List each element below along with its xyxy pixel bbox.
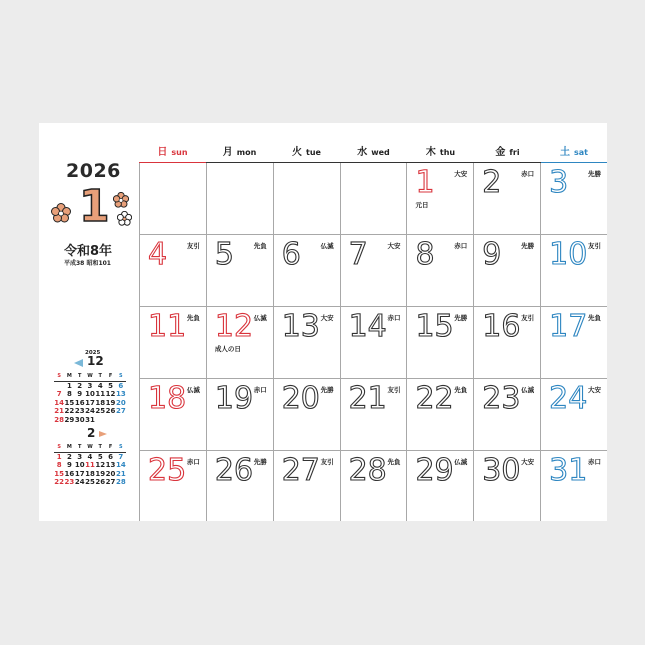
day-cell — [341, 307, 408, 378]
weekday-jp: 水 — [357, 147, 368, 158]
mini-day: 5 — [108, 381, 113, 390]
rokuyo-label: 先負 — [454, 386, 468, 394]
mini-day — [95, 416, 105, 425]
mini-day: 4 — [87, 452, 93, 461]
mini-day: 6 — [118, 381, 124, 390]
day-cell — [341, 163, 408, 234]
day-cell — [341, 235, 408, 306]
mini-day: 31 — [85, 415, 95, 424]
rokuyo-label: 仏滅 — [521, 386, 535, 394]
day-cell — [541, 451, 607, 521]
mini-day: 7 — [56, 390, 62, 398]
mini-week-row — [54, 461, 126, 470]
day-number: 1 — [415, 165, 435, 200]
day-number: 20 — [281, 381, 320, 416]
mini-calendar-previous — [54, 350, 126, 424]
day-cell — [541, 379, 607, 450]
day-cell — [341, 379, 408, 450]
rokuyo-label: 赤口 — [186, 458, 200, 466]
day-cell — [341, 451, 408, 521]
japanese-era-label: 令和8年 — [64, 244, 113, 259]
mini-dow: T — [77, 444, 82, 450]
day-number: 13 — [281, 309, 320, 344]
mini-dow: S — [119, 444, 123, 450]
mini-dow: F — [108, 444, 113, 450]
mini-day: 11 — [95, 390, 106, 398]
rokuyo-label: 大安 — [387, 242, 401, 250]
mini-dow-row — [54, 443, 126, 452]
day-number: 22 — [415, 381, 454, 416]
rokuyo-label: 先勝 — [320, 386, 334, 394]
day-number: 21 — [348, 381, 387, 416]
day-number: 3 — [549, 165, 569, 200]
day-cell — [140, 451, 207, 521]
older-era-label: 平成38 昭和101 — [64, 260, 111, 267]
day-cell — [274, 235, 341, 306]
mini-dow: S — [57, 444, 61, 450]
mini-calendar-month: 12 — [87, 354, 104, 368]
weekday-header-tue — [273, 146, 340, 163]
mini-day: 21 — [115, 469, 126, 478]
rokuyo-label: 仏滅 — [454, 458, 468, 466]
day-number: 8 — [415, 237, 435, 272]
mini-week-row — [54, 478, 126, 487]
week-row — [140, 307, 607, 379]
mini-day: 11 — [85, 461, 95, 469]
rokuyo-label: 仏滅 — [253, 314, 267, 322]
rokuyo-label: 友引 — [320, 458, 334, 466]
mini-day: 15 — [54, 469, 65, 478]
rokuyo-label: 先負 — [588, 314, 602, 322]
rokuyo-label: 友引 — [186, 242, 200, 250]
day-cell — [274, 307, 341, 378]
weekday-header-thu — [407, 146, 474, 163]
day-number: 23 — [482, 381, 521, 416]
mini-day: 18 — [95, 398, 106, 407]
left-panel — [39, 123, 139, 521]
mini-day: 18 — [85, 469, 95, 478]
rokuyo-label: 赤口 — [387, 314, 401, 322]
weekday-en: sun — [171, 148, 188, 157]
mini-day: 10 — [85, 390, 95, 398]
month-number: 1 — [79, 181, 110, 232]
mini-day: 1 — [56, 452, 62, 461]
mini-dow: M — [66, 444, 72, 450]
day-number: 25 — [148, 453, 187, 488]
rokuyo-label: 先負 — [387, 458, 401, 466]
rokuyo-label: 仏滅 — [186, 386, 200, 394]
week-row — [140, 163, 607, 235]
weekday-jp: 土 — [560, 147, 570, 158]
mini-day: 30 — [74, 415, 85, 424]
rokuyo-label: 友引 — [521, 314, 535, 322]
weekday-en: sat — [574, 148, 588, 157]
weekday-en: wed — [371, 148, 390, 157]
week-row — [140, 451, 607, 521]
day-cell — [474, 451, 541, 521]
mini-day: 27 — [105, 478, 116, 486]
mini-dow: S — [119, 373, 123, 379]
day-number: 12 — [214, 309, 254, 344]
mini-day: 21 — [54, 407, 65, 415]
day-cell — [140, 379, 207, 450]
mini-day: 6 — [108, 452, 113, 461]
mini-day: 13 — [105, 461, 116, 469]
mini-day: 17 — [74, 469, 85, 478]
weekday-header-sun — [139, 146, 206, 163]
weekday-jp: 月 — [222, 147, 233, 158]
day-number: 2 — [482, 165, 502, 200]
year-label: 2026 — [66, 160, 121, 182]
day-cell — [140, 163, 207, 234]
next-arrow-icon — [99, 431, 107, 437]
plum-flower-icon — [51, 203, 71, 223]
day-cell — [541, 307, 607, 378]
day-number: 16 — [482, 309, 521, 344]
mini-day: 26 — [95, 478, 106, 486]
day-number: 24 — [549, 381, 588, 416]
day-cell — [541, 235, 607, 306]
day-number: 30 — [482, 453, 521, 488]
mini-day: 9 — [66, 461, 72, 469]
mini-week-row — [54, 407, 126, 416]
mini-dow: F — [108, 373, 113, 379]
mini-day: 28 — [54, 415, 65, 424]
rokuyo-label: 友引 — [588, 242, 602, 250]
mini-day: 16 — [64, 469, 75, 478]
day-cell — [407, 163, 474, 234]
mini-day: 23 — [74, 407, 85, 415]
day-cell — [207, 163, 274, 234]
day-cell — [140, 307, 207, 378]
rokuyo-label: 赤口 — [253, 386, 267, 394]
weekday-en: mon — [236, 148, 257, 157]
mini-week-row — [54, 381, 126, 390]
rokuyo-label: 友引 — [387, 386, 401, 394]
mini-day: 14 — [115, 461, 126, 469]
mini-day: 20 — [115, 398, 126, 407]
mini-week-row — [54, 452, 126, 461]
rokuyo-label: 先勝 — [521, 242, 535, 250]
weekday-header — [139, 146, 607, 163]
mini-day: 2 — [77, 381, 83, 390]
rokuyo-label: 先勝 — [454, 314, 468, 322]
mini-day — [116, 416, 126, 425]
day-cell — [474, 235, 541, 306]
day-cell — [207, 379, 274, 450]
rokuyo-label: 仏滅 — [320, 242, 334, 250]
rokuyo-label: 大安 — [588, 386, 602, 394]
mini-day: 24 — [85, 407, 95, 415]
day-cell — [140, 235, 207, 306]
mini-dow-row — [54, 372, 126, 381]
day-number: 7 — [348, 237, 368, 272]
mini-calendar-month: 2 — [87, 426, 96, 440]
mini-day: 22 — [54, 478, 65, 486]
mini-day: 26 — [105, 407, 116, 415]
weekday-jp: 火 — [292, 147, 303, 158]
day-number: 4 — [148, 237, 168, 272]
weekday-header-wed — [340, 146, 407, 163]
holiday-name: 成人の日 — [214, 345, 241, 353]
day-number: 28 — [348, 453, 387, 488]
mini-day: 9 — [77, 390, 83, 398]
day-number: 5 — [214, 237, 234, 272]
weekday-en: fri — [509, 148, 520, 157]
mini-day: 25 — [85, 478, 95, 486]
day-cell — [474, 163, 541, 234]
weeks-container — [139, 163, 607, 521]
day-cell — [407, 307, 474, 378]
mini-dow: S — [57, 373, 61, 379]
weekday-en: thu — [439, 148, 456, 157]
rokuyo-label: 大安 — [521, 458, 535, 466]
weekday-header-sat — [541, 146, 607, 163]
mini-day: 3 — [77, 452, 83, 461]
day-cell — [207, 451, 274, 521]
day-cell — [207, 235, 274, 306]
day-cell — [274, 163, 341, 234]
rokuyo-label: 赤口 — [588, 458, 602, 466]
calendar-sheet — [39, 123, 607, 521]
mini-day: 22 — [64, 407, 75, 415]
mini-day: 12 — [105, 390, 116, 398]
day-number: 27 — [281, 453, 320, 488]
mini-day: 8 — [56, 461, 62, 469]
mini-day: 20 — [105, 469, 116, 478]
mini-day: 3 — [87, 381, 93, 390]
weekday-jp: 木 — [425, 147, 436, 158]
mini-day: 19 — [95, 469, 106, 478]
day-number: 29 — [415, 453, 454, 488]
mini-day: 12 — [95, 461, 106, 469]
mini-dow: M — [66, 373, 72, 379]
mini-day: 8 — [66, 390, 72, 398]
mini-dow: T — [98, 444, 102, 450]
day-number: 14 — [348, 309, 387, 344]
mini-day: 5 — [97, 452, 103, 461]
mini-day — [105, 416, 115, 425]
day-number: 19 — [214, 381, 254, 416]
rokuyo-label: 赤口 — [454, 242, 468, 250]
rokuyo-label: 大安 — [320, 314, 334, 322]
mini-calendar-next — [54, 428, 126, 487]
mini-day: 16 — [74, 398, 85, 407]
week-row — [140, 235, 607, 307]
plum-flower-outline-icon — [117, 211, 132, 226]
day-cell — [474, 379, 541, 450]
mini-week-row — [54, 399, 126, 408]
mini-day: 19 — [105, 398, 116, 407]
mini-day: 4 — [97, 381, 103, 390]
mini-day: 29 — [64, 415, 75, 424]
day-cell — [207, 307, 274, 378]
day-number: 31 — [549, 453, 588, 488]
mini-dow: T — [77, 373, 82, 379]
mini-week-row — [54, 470, 126, 479]
weekday-jp: 金 — [495, 147, 506, 158]
day-number: 15 — [415, 309, 454, 344]
day-number: 10 — [549, 237, 588, 272]
weekday-header-fri — [474, 146, 541, 163]
weekday-header-mon — [206, 146, 273, 163]
mini-day: 10 — [74, 461, 85, 469]
weekday-en: tue — [306, 148, 321, 157]
mini-day: 23 — [64, 478, 75, 486]
rokuyo-label: 先負 — [186, 314, 200, 322]
day-cell — [407, 235, 474, 306]
rokuyo-label: 先負 — [253, 242, 267, 250]
rokuyo-label: 赤口 — [521, 170, 535, 178]
mini-day: 25 — [95, 407, 106, 415]
month-grid — [139, 146, 607, 521]
day-number: 6 — [281, 237, 301, 272]
mini-calendar-grid — [54, 443, 126, 487]
day-number: 9 — [482, 237, 502, 272]
day-cell — [274, 451, 341, 521]
plum-flower-icon — [113, 192, 129, 208]
day-number: 18 — [148, 381, 187, 416]
mini-day: 13 — [115, 390, 126, 398]
mini-day: 24 — [74, 478, 85, 486]
mini-week-row — [54, 390, 126, 399]
rokuyo-label: 大安 — [454, 170, 468, 178]
rokuyo-label: 先勝 — [253, 458, 267, 466]
mini-day: 17 — [85, 398, 95, 407]
holiday-name: 元日 — [415, 201, 429, 209]
mini-day: 28 — [115, 478, 126, 486]
mini-calendar-year: 2025 — [85, 350, 101, 356]
day-cell — [541, 163, 607, 234]
mini-dow: W — [87, 444, 93, 450]
mini-day: 14 — [54, 398, 65, 407]
mini-dow: W — [87, 373, 93, 379]
previous-arrow-icon — [74, 359, 83, 367]
week-row — [140, 379, 607, 451]
mini-day — [54, 381, 64, 390]
day-number: 17 — [549, 309, 588, 344]
mini-day: 27 — [115, 407, 126, 415]
weekday-jp: 日 — [157, 147, 168, 158]
mini-day: 2 — [66, 452, 72, 461]
day-cell — [474, 307, 541, 378]
mini-calendar-grid — [54, 372, 126, 424]
day-number: 11 — [148, 309, 187, 344]
day-cell — [274, 379, 341, 450]
mini-day: 15 — [64, 398, 75, 407]
mini-dow: T — [98, 373, 102, 379]
day-cell — [407, 451, 474, 521]
day-number: 26 — [214, 453, 254, 488]
mini-day: 7 — [118, 452, 124, 461]
mini-day: 1 — [66, 381, 72, 390]
day-cell — [407, 379, 474, 450]
mini-week-row — [54, 416, 126, 425]
rokuyo-label: 先勝 — [588, 170, 602, 178]
